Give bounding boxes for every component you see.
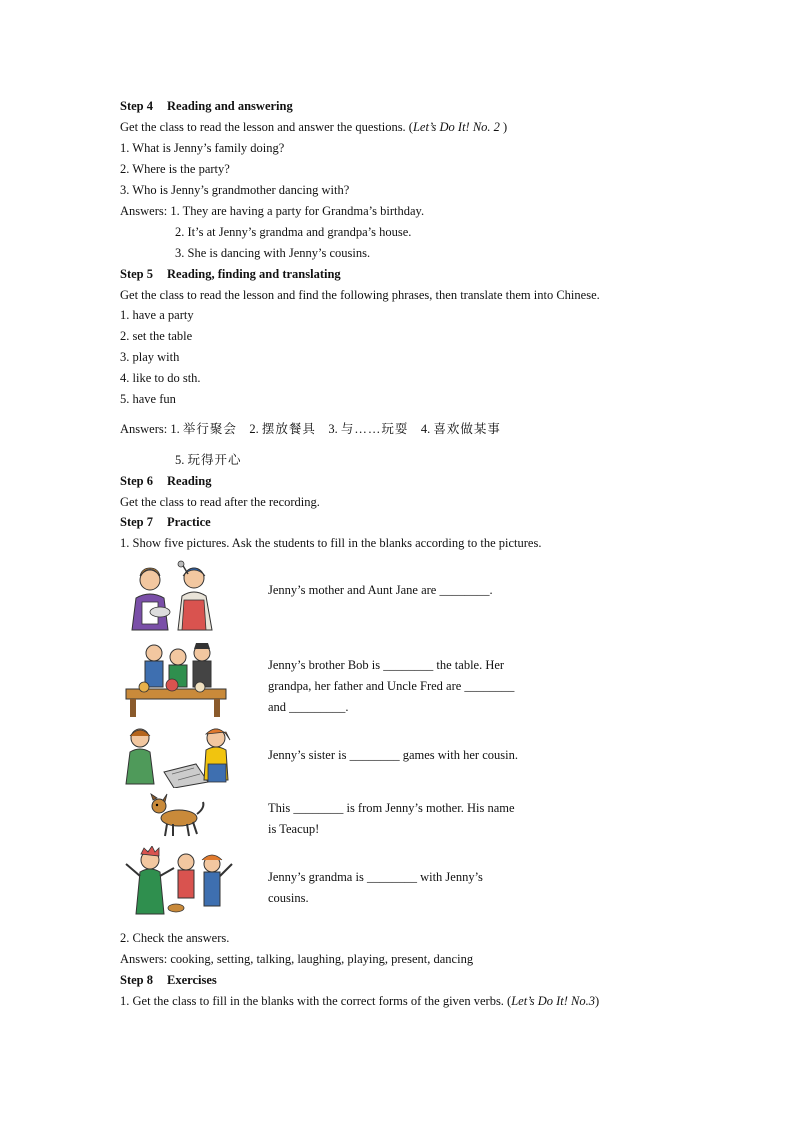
practice-item-3: Jenny’s sister is ________ games with her cousin. (268, 748, 518, 762)
step7-answers: Answers: cooking, setting, talking, laughing, playing, present, dancing (120, 952, 474, 966)
step6-label: Step 6 (120, 474, 153, 488)
step4-reference: Let’s Do It! No. 2 (412, 120, 500, 134)
step5-answer-zh: 玩得开心 (187, 453, 242, 467)
step7-title: Practice (167, 515, 211, 529)
step5-answer-zh: 与……玩耍 (340, 422, 409, 436)
step4-question-1: 1. What is Jenny’s family doing? (120, 141, 285, 155)
step4-question-3: 3. Who is Jenny’s grandmother dancing with? (120, 183, 350, 197)
step5-label: Step 5 (120, 267, 153, 281)
step4-answer-1: Answers: 1. They are having a party for Grandma’s birthday. (120, 204, 425, 218)
step4-instruction: Get the class to read the lesson and answer the questions. (Let’s Do It! No. 2 ) (120, 120, 508, 134)
picture-girls-playing (120, 724, 235, 788)
step5-answer-zh: 喜欢做某事 (433, 422, 501, 436)
step5-title: Reading, finding and translating (167, 267, 341, 281)
step6-title: Reading (167, 474, 212, 488)
step5-answers-row-2: 5. 玩得开心 (175, 453, 242, 467)
step7-instruction: 1. Show five pictures. Ask the students to fill in the blanks according to the pictures. (120, 536, 542, 550)
step5-phrase-3: 3. play with (120, 350, 180, 364)
step4-answers-label: Answers: (120, 204, 171, 218)
step5-phrase-4: 4. like to do sth. (120, 371, 201, 385)
step5-phrase-1: 1. have a party (120, 308, 194, 322)
picture-family-table (120, 639, 230, 719)
step7-check: 2. Check the answers. (120, 931, 230, 945)
step5-answers-label: Answers: (120, 422, 171, 436)
picture-grandma-dancing (120, 846, 238, 918)
step5-phrase-5: 5. have fun (120, 392, 176, 406)
picture-dog (145, 792, 209, 840)
step6-instruction: Get the class to read after the recording. (120, 495, 320, 509)
step8-instruction: 1. Get the class to fill in the blanks with the correct forms of the given verbs. (Let’s Do It! No.3) (120, 994, 600, 1008)
step4-title: Reading and answering (167, 99, 293, 113)
practice-item-5: Jenny’s grandma is ________ with Jenny’s cousins. (268, 870, 483, 905)
step4-answer-2: 2. It’s at Jenny’s grandma and grandpa’s house. (175, 225, 412, 239)
step8-title: Exercises (167, 973, 217, 987)
step6-heading (120, 473, 211, 489)
practice-item-2: Jenny’s brother Bob is ________ the table. Her grandpa, her father and Uncle Fred are ________ and _________. (268, 658, 515, 714)
step4-heading (120, 98, 293, 114)
picture-women-cooking (120, 560, 230, 632)
step5-answer-zh: 摆放餐具 (261, 422, 316, 436)
step8-heading (120, 972, 217, 988)
practice-item-4: This ________ is from Jenny’s mother. His name is Teacup! (268, 801, 515, 836)
step8-label: Step 8 (120, 973, 153, 987)
step5-heading (120, 266, 341, 282)
practice-item-1: Jenny’s mother and Aunt Jane are ________. (268, 583, 493, 597)
step5-answers-row-1: Answers: 1. 举行聚会 2. 摆放餐具 3. 与……玩耍 4. 喜欢做某事 (120, 422, 501, 436)
step7-label: Step 7 (120, 515, 153, 529)
step5-answer-zh: 举行聚会 (182, 422, 237, 436)
step4-answer-3: 3. She is dancing with Jenny’s cousins. (175, 246, 371, 260)
step7-heading (120, 514, 211, 530)
step5-instruction: Get the class to read the lesson and find the following phrases, then translate them into Chinese. (120, 288, 600, 302)
step5-phrase-2: 2. set the table (120, 329, 193, 343)
step4-question-2: 2. Where is the party? (120, 162, 230, 176)
step8-reference: Let’s Do It! No.3 (511, 994, 596, 1008)
step4-label: Step 4 (120, 99, 153, 113)
